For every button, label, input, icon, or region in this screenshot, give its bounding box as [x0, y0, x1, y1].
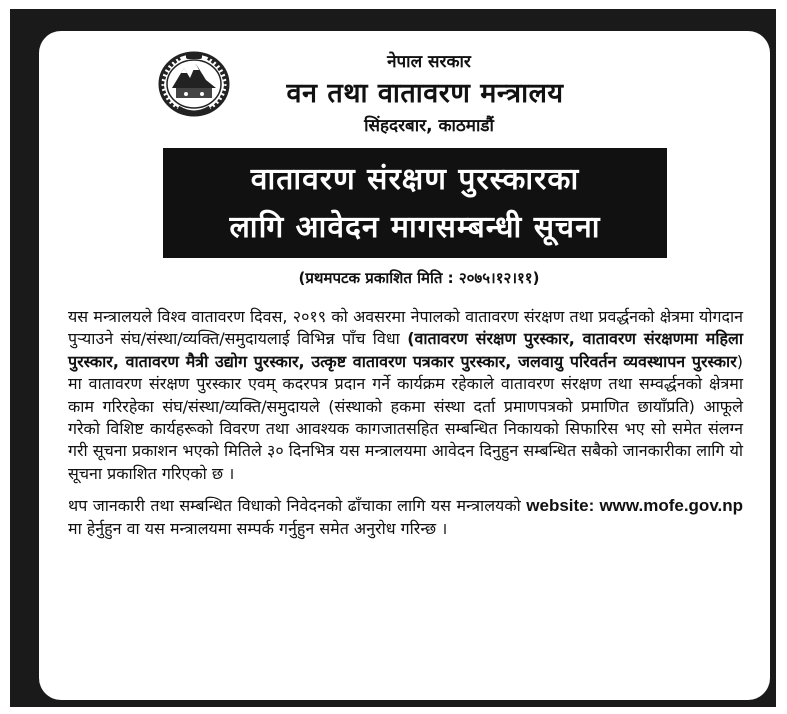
- paragraph-1-rest: ) मा वातावरण संरक्षण पुरस्कार एवम् कदरपत्र प्रदान गर्ने कार्यक्रम रहेकाले वातावरण संरक्षण तथा सम्वर्द्धनको क्षेत्रमा काम गरिरहेका संघ/संस्था/व्यक्ति/समुदायले (संस्थाको हकमा संस्था दर्ता प्रमाणपत्रको प्रमाणित छायाँप्रति) आफूले गरेको विशिष्ट कार्यहरूको विवरण तथा आवश्यक कागजातसहित सम्बन्धित निकायको सिफारिस भए सो समेत संलग्न गरी सूचना प्रकाशन भएको मितिले ३० दिनभित्र यस मन्त्रालयमा आवेदन दिनुहुन सम्बन्धित सबैको जानकारीका लागि यो सूचना प्रकाशित गरिएको छ ।: [68, 351, 743, 483]
- notice-frame: [10, 9, 776, 707]
- government-name: नेपाल सरकार: [387, 52, 471, 72]
- paragraph-1-intro: यस मन्त्रालयले विश्व वातावरण दिवस, २०१९ को अवसरमा नेपालको वातावरण संरक्षण तथा प्रवर्द्धनको क्षेत्रमा योगदान पुर्‍याउने संघ/संस्था/व्यक्ति/समुदायलाई विभिन्न पाँच विधा: [68, 307, 743, 349]
- body-paragraph-2: [68, 495, 743, 540]
- notice-title-line-2: लागि आवेदन मागसम्बन्धी सूचना: [229, 210, 601, 245]
- notice-body: [68, 306, 743, 540]
- ministry-address: सिंहदरबार, काठमाडौं: [364, 116, 494, 136]
- ministry-name: वन तथा वातावरण मन्त्रालय: [286, 78, 564, 109]
- award-categories: (वातावरण संरक्षण पुरस्कार, वातावरण संरक्षणमा महिला पुरस्कार, वातावरण मैत्री उद्योग पुरस्कार, उत्कृष्ट वातावरण पत्रकार पुरस्कार, जलवायु परिवर्तन व्यवस्थापन पुरस्कार: [68, 329, 743, 371]
- website-link[interactable]: website: www.mofe.gov.np: [526, 496, 744, 516]
- paragraph-2-intro: थप जानकारी तथा सम्बन्धित विधाको निवेदनको ढाँचाका लागि यस मन्त्रालयको: [68, 496, 527, 516]
- paragraph-2-rest: मा हेर्नुहुन वा यस मन्त्रालयमा सम्पर्क गर्नुहुन समेत अनुरोध गरिन्छ ।: [68, 518, 448, 538]
- published-date: (प्रथमपटक प्रकाशित मिति : २०७५।१२।११): [298, 269, 540, 287]
- notice-title-line-1: वातावरण संरक्षण पुरस्कारका: [250, 162, 580, 197]
- nepal-government-emblem-icon: [156, 48, 232, 118]
- notice-card: [39, 31, 770, 700]
- body-paragraph-1: [68, 306, 743, 485]
- notice-title-box: [163, 148, 667, 258]
